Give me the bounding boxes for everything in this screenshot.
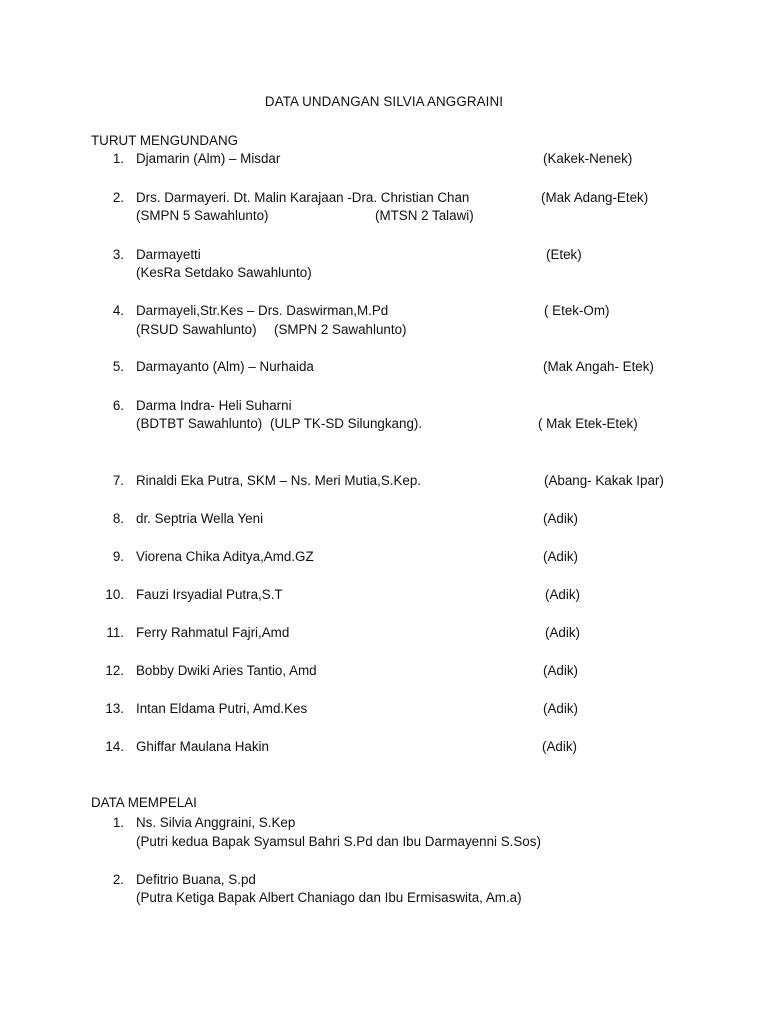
- item-name: Fauzi Irsyadial Putra,S.T: [136, 587, 283, 602]
- item-number: 14.: [105, 739, 124, 754]
- item-name: Ferry Rahmatul Fajri,Amd: [136, 625, 290, 640]
- item-number: 1.: [112, 815, 124, 830]
- item-name: Bobby Dwiki Aries Tantio, Amd: [136, 663, 317, 678]
- item-number: 5.: [112, 359, 124, 374]
- item-name: Viorena Chika Aditya,Amd.GZ: [136, 549, 314, 564]
- item-number: 6.: [112, 398, 124, 413]
- item-relation: (Etek): [546, 247, 582, 262]
- item-number: 2.: [112, 190, 124, 205]
- item-number: 4.: [112, 303, 124, 318]
- item-number: 8.: [112, 511, 124, 526]
- item-number: 1.: [112, 151, 124, 166]
- item-workplace: (SMPN 5 Sawahlunto): [136, 208, 269, 223]
- item-relation: (Adik): [545, 625, 580, 640]
- item-name: Djamarin (Alm) – Misdar: [136, 151, 281, 166]
- item-workplace: (RSUD Sawahlunto): [136, 322, 257, 337]
- item-relation: (Adik): [543, 701, 578, 716]
- item-name: Ns. Silvia Anggraini, S.Kep: [136, 815, 296, 830]
- item-number: 13.: [105, 701, 124, 716]
- item-relation: ( Etek-Om): [544, 303, 610, 318]
- item-relation: (Adik): [545, 587, 580, 602]
- item-name: Drs. Darmayeri. Dt. Malin Karajaan -Dra. Christian Chan: [136, 190, 470, 205]
- item-relation: (Adik): [543, 549, 578, 564]
- item-name: Rinaldi Eka Putra, SKM – Ns. Meri Mutia,S.Kep.: [136, 473, 422, 488]
- item-name: Darmayeli,Str.Kes – Drs. Daswirman,M.Pd: [136, 303, 389, 318]
- item-relation: (Mak Adang-Etek): [541, 190, 649, 205]
- item-relation: (Adik): [542, 739, 577, 754]
- item-name: dr. Septria Wella Yeni: [136, 511, 264, 526]
- item-workplace: (MTSN 2 Talawi): [375, 208, 474, 223]
- item-workplace: (BDTBT Sawahlunto): [136, 416, 263, 431]
- item-relation: (Kakek-Nenek): [543, 151, 633, 166]
- item-workplace: (KesRa Setdako Sawahlunto): [136, 265, 312, 280]
- item-number: 9.: [112, 549, 124, 564]
- item-relation: (Adik): [543, 511, 578, 526]
- item-number: 12.: [105, 663, 124, 678]
- item-name: Intan Eldama Putri, Amd.Kes: [136, 701, 308, 716]
- item-workplace: (SMPN 2 Sawahlunto): [274, 322, 407, 337]
- document-title: DATA UNDANGAN SILVIA ANGGRAINI: [264, 94, 504, 109]
- item-detail: (Putra Ketiga Bapak Albert Chaniago dan Ibu Ermisaswita, Am.a): [136, 890, 522, 905]
- item-relation: (Mak Angah- Etek): [543, 359, 654, 374]
- item-number: 11.: [106, 625, 124, 640]
- item-number: 10.: [105, 587, 124, 602]
- item-name: Darma Indra- Heli Suharni: [136, 398, 292, 413]
- item-name: Defitrio Buana, S.pd: [136, 872, 256, 887]
- item-relation: (Adik): [543, 663, 578, 678]
- item-number: 3.: [112, 247, 124, 262]
- item-number: 7.: [112, 473, 124, 488]
- item-number: 2.: [112, 872, 124, 887]
- data-mempelai-heading: DATA MEMPELAI: [91, 795, 197, 810]
- item-name: Darmayanto (Alm) – Nurhaida: [136, 359, 314, 374]
- turut-mengundang-heading: TURUT MENGUNDANG: [91, 133, 239, 148]
- item-relation: ( Mak Etek-Etek): [538, 416, 638, 431]
- item-name: Ghiffar Maulana Hakin: [136, 739, 269, 754]
- item-detail: (Putri kedua Bapak Syamsul Bahri S.Pd dan Ibu Darmayenni S.Sos): [136, 834, 541, 849]
- item-workplace: (ULP TK-SD Silungkang).: [270, 416, 423, 431]
- item-name: Darmayetti: [136, 247, 201, 262]
- item-relation: (Abang- Kakak Ipar): [544, 473, 664, 488]
